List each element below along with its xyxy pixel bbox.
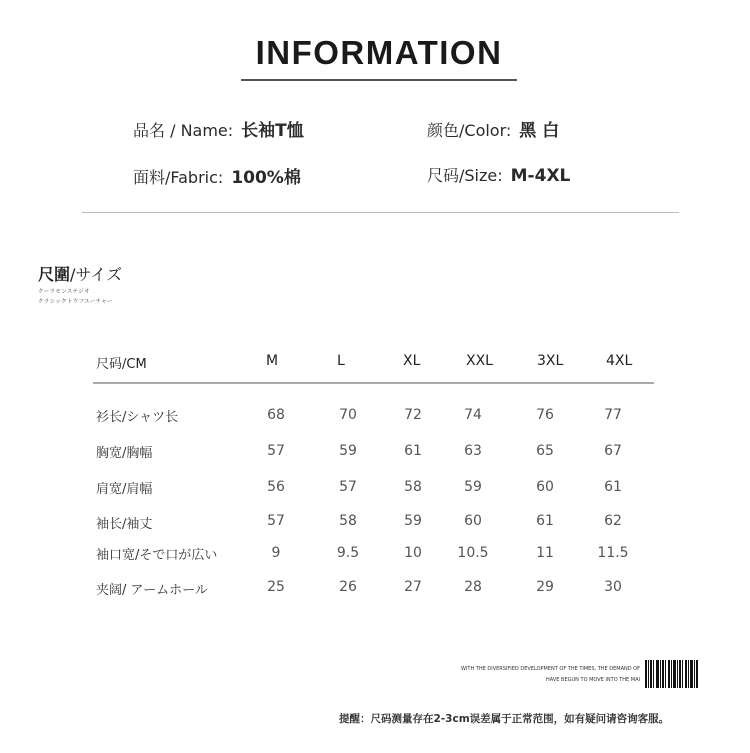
table-cell: 76	[536, 407, 554, 423]
table-cell: 68	[267, 407, 285, 423]
table-cell: 30	[604, 579, 622, 595]
table-cell: 60	[464, 513, 482, 529]
page-title: INFORMATION	[255, 34, 503, 71]
table-cell: 29	[536, 579, 554, 595]
title-underline	[241, 79, 517, 81]
size-value: M-4XL	[510, 166, 571, 186]
table-cell: 77	[604, 407, 622, 423]
table-cell: 57	[267, 513, 285, 529]
info-fabric-row	[133, 163, 301, 188]
table-cell: 11.5	[597, 545, 629, 561]
table-cell: 65	[536, 443, 554, 459]
table-cell: 59	[404, 513, 422, 529]
table-cell: 61	[604, 479, 622, 495]
table-cell: 57	[339, 479, 357, 495]
table-cell: 72	[404, 407, 422, 423]
table-cell: 9	[271, 545, 281, 561]
section-title	[38, 262, 122, 285]
table-cell: 10.5	[457, 545, 489, 561]
table-cell: 61	[536, 513, 554, 529]
info-divider	[82, 212, 679, 213]
color-label: 颜色/Color:	[427, 121, 512, 140]
color-value: 黑 白	[519, 121, 560, 141]
table-cell: 11	[536, 545, 554, 561]
table-row-label: 胸宽/胸幅	[96, 446, 153, 461]
table-row-label: 肩宽/肩幅	[96, 482, 153, 497]
table-cell: 27	[404, 579, 422, 595]
size-label: 尺码/Size:	[427, 166, 503, 185]
fabric-label: 面料/Fabric:	[133, 168, 224, 187]
table-header-size: XXL	[466, 353, 493, 369]
section-subtitle-1: クーラモンステジオ	[38, 289, 90, 295]
table-cell: 61	[404, 443, 422, 459]
table-row-label: 夹阔/ アームホール	[96, 583, 208, 598]
table-cell: 25	[267, 579, 285, 595]
info-color-row	[427, 116, 559, 141]
table-cell: 63	[464, 443, 482, 459]
table-header-label: 尺码/CM	[96, 357, 147, 372]
info-size-row	[427, 163, 570, 186]
table-cell: 59	[339, 443, 357, 459]
table-cell: 58	[339, 513, 357, 529]
table-cell: 59	[464, 479, 482, 495]
table-row-label: 衫长/シャツ长	[96, 410, 179, 425]
info-name-row	[133, 116, 304, 141]
table-cell: 57	[267, 443, 285, 459]
name-label: 品名 / Name:	[133, 121, 234, 140]
table-header-size: XL	[403, 353, 421, 369]
section-subtitle-2: クラシックトウフユーチャー	[38, 299, 113, 305]
table-cell: 62	[604, 513, 622, 529]
table-header-divider	[93, 382, 654, 384]
table-cell: 9.5	[336, 545, 360, 561]
table-row-label: 袖口宽/そで口が広い	[96, 548, 218, 563]
table-cell: 58	[404, 479, 422, 495]
table-header-size: 3XL	[537, 353, 564, 369]
barcode-icon	[645, 660, 699, 688]
table-cell: 74	[464, 407, 482, 423]
table-cell: 67	[604, 443, 622, 459]
table-header-size: 4XL	[606, 353, 633, 369]
table-cell: 26	[339, 579, 357, 595]
decor-text-line-2: HAVE BEGUN TO MOVE INTO THE MAI	[546, 677, 640, 683]
table-row-label: 袖长/袖丈	[96, 517, 153, 532]
section-title-rest: /サイズ	[70, 265, 123, 284]
fabric-value: 100%棉	[231, 168, 301, 188]
size-notice: 提醒：尺码测量存在2-3cm误差属于正常范围，如有疑问请咨询客服。	[339, 713, 670, 725]
table-cell: 70	[339, 407, 357, 423]
table-cell: 28	[464, 579, 482, 595]
table-header-size: M	[266, 353, 279, 369]
table-cell: 10	[404, 545, 422, 561]
name-value: 长袖T恤	[241, 121, 304, 141]
table-header-size: L	[337, 353, 345, 369]
decor-text-line-1: WITH THE DIVERSIFIED DEVELOPMENT OF THE TIMES, THE DEMAND OF	[461, 666, 640, 672]
section-title-main: 尺圍	[38, 265, 71, 284]
table-cell: 56	[267, 479, 285, 495]
table-cell: 60	[536, 479, 554, 495]
